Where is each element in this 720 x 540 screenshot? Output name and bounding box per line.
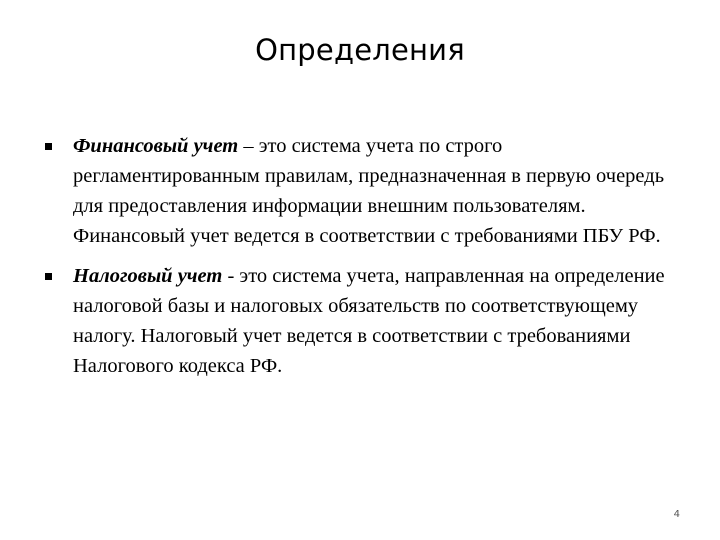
square-bullet-icon — [45, 143, 52, 150]
definition-item-financial-accounting — [44, 131, 684, 251]
slide-title: Определения — [255, 33, 465, 67]
definitions-list — [44, 131, 684, 391]
definition-item-tax-accounting — [44, 261, 684, 381]
definition-term: Налоговый учет — [73, 265, 223, 287]
definition-text: - это система учета, направленная на определение налоговой базы и налоговых обязательств по соответствующему налогу. Налоговый учет ведется в соответствии с требованиями Налогового кодекса РФ. — [73, 265, 665, 377]
definition-term: Финансовый учет — [73, 135, 239, 157]
page-number: 4 — [673, 509, 680, 520]
square-bullet-icon — [45, 273, 52, 280]
definition-text: – это система учета по строго регламентированным правилам, предназначенная в первую очередь для предоставления информации внешним пользователям. Финансовый учет ведется в соответствии с требованиями ПБУ РФ. — [73, 135, 665, 247]
